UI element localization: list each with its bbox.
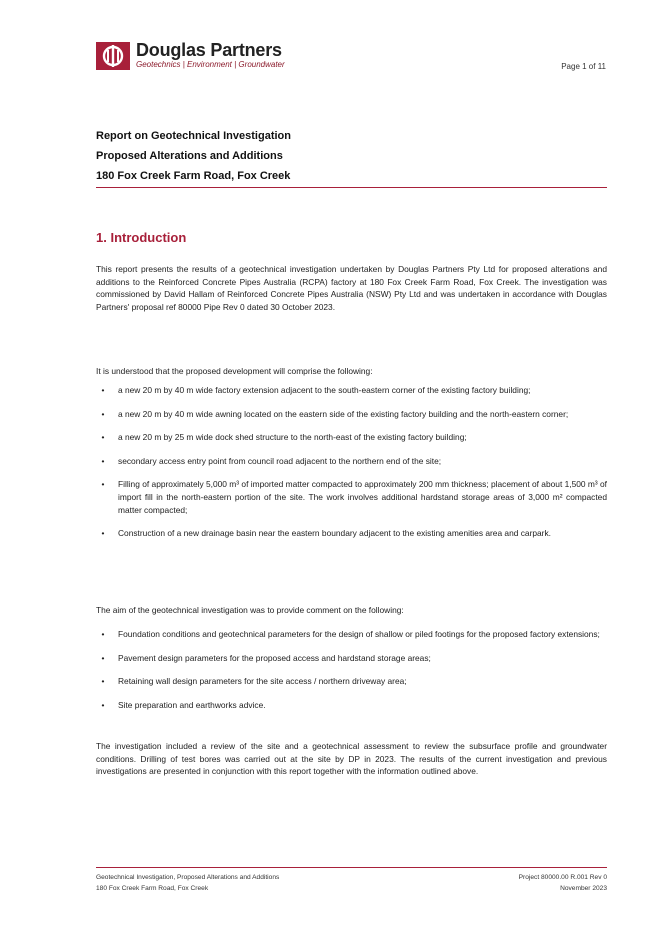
footer-project-reference: Project 80000.00 R.001 Rev 0 xyxy=(518,874,607,881)
douglas-partners-logo-icon xyxy=(96,42,130,70)
list-item xyxy=(96,628,607,641)
footer-report-title: Geotechnical Investigation, Proposed Alterations and Additions xyxy=(96,874,280,881)
list-item-text: Retaining wall design parameters for the site access / northern driveway area; xyxy=(118,676,407,687)
title-divider xyxy=(96,187,607,188)
list-item xyxy=(96,478,607,516)
development-lead-paragraph: It is understood that the proposed development will comprise the following: xyxy=(96,366,373,376)
bullet-icon: • xyxy=(101,385,105,395)
list-item-text: Site preparation and earthworks advice. xyxy=(118,699,266,710)
list-item-text: Pavement design parameters for the proposed access and hardstand storage areas; xyxy=(118,652,431,663)
list-item xyxy=(96,455,607,468)
section-heading-introduction: 1. Introduction xyxy=(96,230,187,245)
list-item xyxy=(96,652,607,665)
list-item-text: Foundation conditions and geotechnical parameters for the design of shallow or piled footings for the proposed factory extensions; xyxy=(118,629,600,639)
company-logo xyxy=(96,42,326,72)
list-item xyxy=(96,675,607,688)
list-item xyxy=(96,527,607,540)
report-title-line-2: Proposed Alterations and Additions xyxy=(96,150,283,162)
bullet-icon: • xyxy=(101,528,105,539)
page-number: Page 1 of 11 xyxy=(561,62,606,71)
report-title-block xyxy=(96,126,606,186)
footer-date: November 2023 xyxy=(560,885,607,892)
footer-report-info xyxy=(96,872,279,894)
footer-divider xyxy=(96,867,607,868)
bullet-icon: • xyxy=(101,699,105,710)
logo-tagline: Geotechnics | Environment | Groundwater xyxy=(136,60,285,69)
investigation-aims-list xyxy=(96,628,607,722)
bullet-icon: • xyxy=(101,432,105,443)
list-item xyxy=(96,384,607,397)
development-scope-list xyxy=(96,384,607,551)
list-item xyxy=(96,408,607,421)
list-item-text: a new 20 m by 40 m wide factory extension adjacent to the south-eastern corner of the existing factory building; xyxy=(118,385,531,395)
logo-company-name: Douglas Partners xyxy=(136,40,282,60)
footer-project-info xyxy=(519,872,607,894)
report-title-line-3: 180 Fox Creek Farm Road, Fox Creek xyxy=(96,170,291,182)
aims-lead-paragraph: The aim of the geotechnical investigation was to provide comment on the following: xyxy=(96,605,404,615)
bullet-icon: • xyxy=(101,479,105,490)
list-item xyxy=(96,699,607,712)
closing-paragraph: The investigation included a review of the site and a geotechnical assessment to review the subsurface profile and groundwater conditions. Drilling of test bores was carried out at the site by DP in 2023. The results of the current investigation and previous investigations are presented in conjunction with this report together with the information outlined above. xyxy=(96,741,607,777)
list-item-text: a new 20 m by 25 m wide dock shed structure to the north-east of the existing factory building; xyxy=(118,432,467,443)
bullet-icon: • xyxy=(101,652,105,663)
bullet-icon: • xyxy=(101,408,105,419)
bullet-icon: • xyxy=(101,629,105,639)
list-item-text: secondary access entry point from council road adjacent to the northern end of the site; xyxy=(118,455,442,466)
report-title-line-1: Report on Geotechnical Investigation xyxy=(96,130,291,142)
intro-paragraph: This report presents the results of a geotechnical investigation undertaken by Douglas Partners Pty Ltd for proposed alterations and additions to the Reinforced Concrete Pipes Australia (RCPA) factory at 180 Fox Creek Farm Road, Fox Creek. The investigation was commissioned by David Hallam of Reinforced Concrete Pipes Australia (NSW) Pty Ltd and was undertaken in accordance with Douglas Partners' proposal ref 80000 Pipe Rev 0 dated 30 October 2023. xyxy=(96,264,607,312)
list-item-text: Filling of approximately 5,000 m³ of imported matter compacted to approximately 200 mm thickness; placement of about 1,500 m³ of import fill in the north-eastern portion of the site. The work involves additional hardstand storage areas of 3,000 m² compacted matter compacted; xyxy=(118,479,607,515)
footer-site-address: 180 Fox Creek Farm Road, Fox Creek xyxy=(96,885,209,892)
list-item xyxy=(96,431,607,444)
bullet-icon: • xyxy=(101,676,105,687)
bullet-icon: • xyxy=(101,455,105,466)
list-item-text: a new 20 m by 40 m wide awning located on the eastern side of the existing factory building and the north-eastern corner; xyxy=(118,408,569,419)
list-item-text: Construction of a new drainage basin near the eastern boundary adjacent to the existing amenities area and carpark. xyxy=(118,528,551,539)
